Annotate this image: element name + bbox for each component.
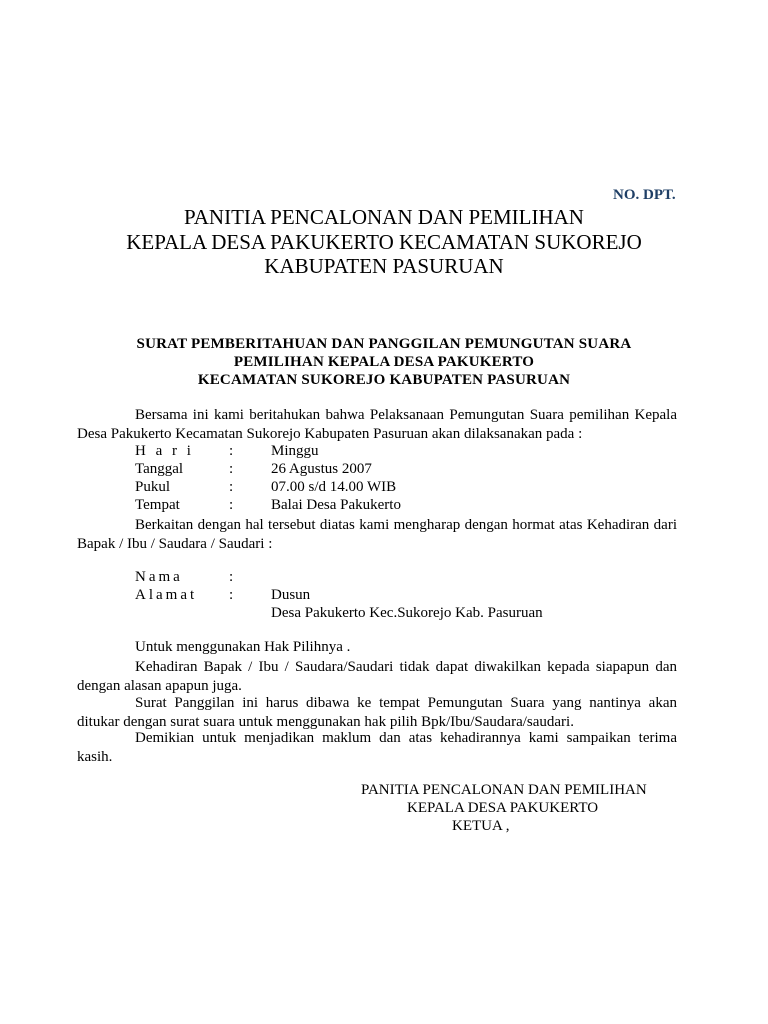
subject-line-2: PEMILIHAN KEPALA DESA PAKUKERTO xyxy=(233,354,535,370)
schedule-value-time: 07.00 s/d 14.00 WIB xyxy=(271,479,397,495)
recipient-name-colon: : xyxy=(229,569,234,585)
recipient-address-line-1: Dusun xyxy=(271,587,311,603)
signature-line-2: KEPALA DESA PAKUKERTO xyxy=(407,800,599,816)
schedule-colon: : xyxy=(229,443,234,459)
schedule-label-place: Tempat xyxy=(135,497,180,513)
closing-paragraph: Demikian untuk menjadikan maklum dan atas kehadirannya kami sampaikan terima kasih. xyxy=(77,730,677,765)
schedule-value-date: 26 Agustus 2007 xyxy=(271,461,372,477)
signature-line-3: KETUA , xyxy=(452,818,510,834)
schedule-colon: : xyxy=(229,497,234,513)
schedule-label-date: Tanggal xyxy=(135,461,184,477)
document-number: NO. DPT. xyxy=(613,187,676,203)
signature-line-1: PANITIA PENCALONAN DAN PEMILIHAN xyxy=(361,782,647,798)
recipient-address-colon: : xyxy=(229,587,234,603)
schedule-colon: : xyxy=(229,461,234,477)
note-paragraph-1: Kehadiran Bapak / Ibu / Saudara/Saudari tidak dapat diwakilkan kepada siapapun dan dengan alasan apapun juga. xyxy=(77,659,677,694)
recipient-address-label: Alamat xyxy=(135,587,198,603)
intro-paragraph: Bersama ini kami beritahukan bahwa Pelaksanaan Pemungutan Suara pemilihan Kepala Desa Pakukerto Kecamatan Sukorejo Kabupaten Pasuruan akan dilaksanakan pada : xyxy=(77,407,677,442)
subject-line-3: KECAMATAN SUKOREJO KABUPATEN PASURUAN xyxy=(197,372,571,388)
purpose-line: Untuk menggunakan Hak Pilihnya . xyxy=(135,639,351,655)
schedule-value-day: Minggu xyxy=(271,443,319,459)
recipient-name-label: Nama xyxy=(135,569,183,585)
schedule-colon: : xyxy=(229,479,234,495)
heading-line-3: KABUPATEN PASURUAN xyxy=(264,254,504,278)
recipient-address-line-2: Desa Pakukerto Kec.Sukorejo Kab. Pasuruan xyxy=(271,605,543,621)
heading-line-1: PANITIA PENCALONAN DAN PEMILIHAN xyxy=(184,205,584,229)
schedule-value-place: Balai Desa Pakukerto xyxy=(271,497,401,513)
schedule-label-time: Pukul xyxy=(135,479,171,495)
subject-line-1: SURAT PEMBERITAHUAN DAN PANGGILAN PEMUNGUTAN SUARA xyxy=(136,336,632,352)
schedule-label-day: H a r i xyxy=(135,443,194,459)
request-paragraph: Berkaitan dengan hal tersebut diatas kami mengharap dengan hormat atas Kehadiran dari Bapak / Ibu / Saudara / Saudari : xyxy=(77,517,677,552)
note-paragraph-2: Surat Panggilan ini harus dibawa ke tempat Pemungutan Suara yang nantinya akan ditukar dengan surat suara untuk menggunakan hak pilih Bpk/Ibu/Saudara/saudari. xyxy=(77,695,677,730)
heading-line-2: KEPALA DESA PAKUKERTO KECAMATAN SUKOREJO xyxy=(126,230,642,254)
